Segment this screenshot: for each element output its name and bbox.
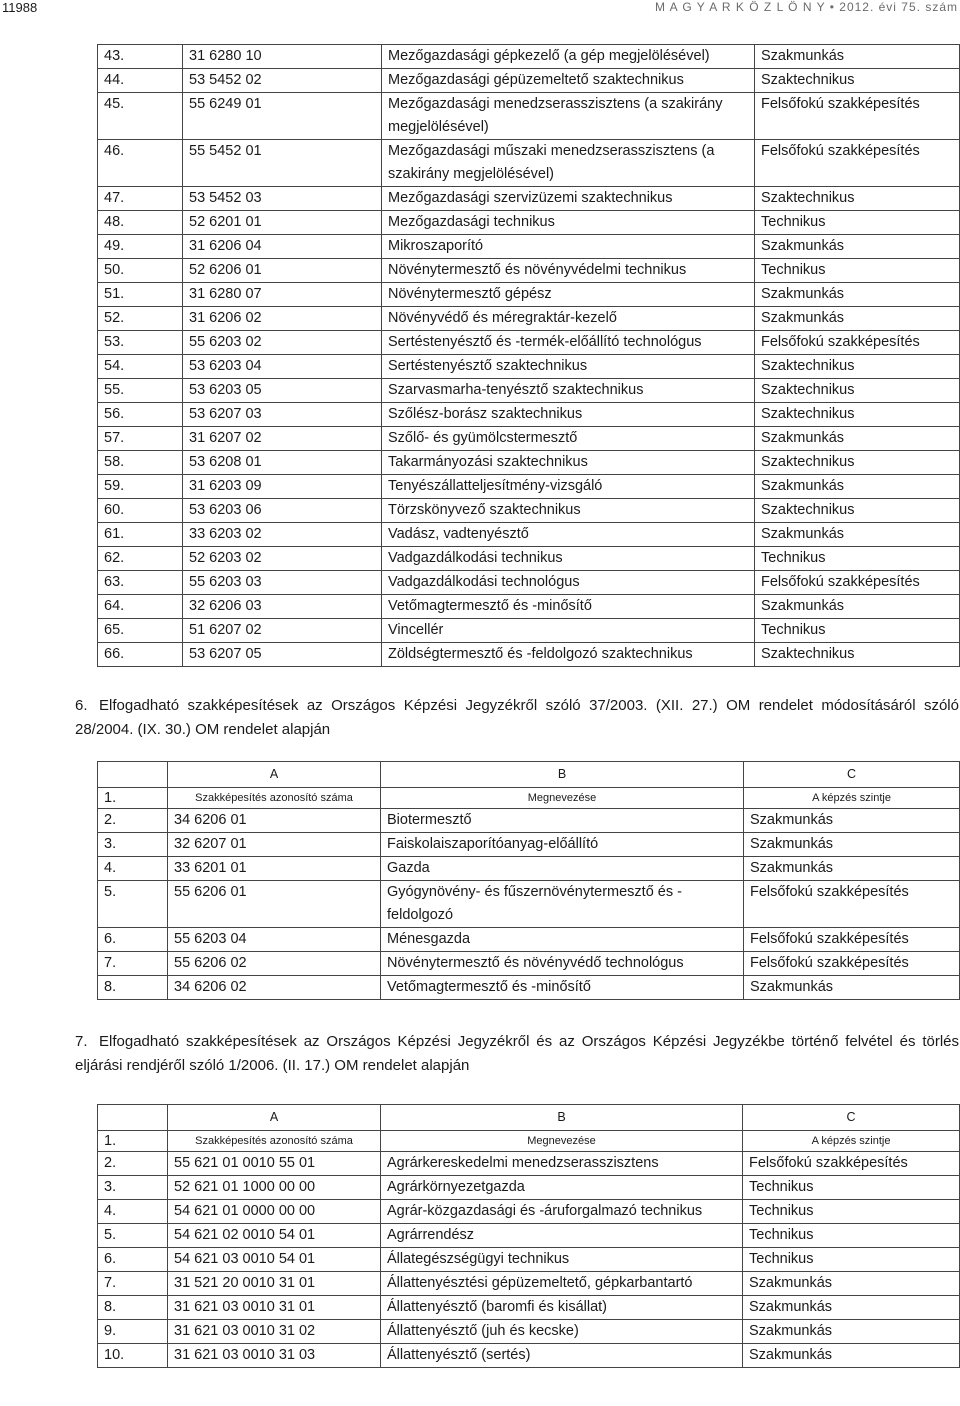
section-7-table bbox=[97, 1104, 960, 1368]
training-level: Technikus bbox=[743, 1248, 960, 1272]
qualification-code: 53 6207 03 bbox=[183, 403, 382, 427]
row-number: 43. bbox=[98, 45, 183, 69]
corner-cell bbox=[98, 1105, 168, 1131]
row-number: 57. bbox=[98, 427, 183, 451]
qualification-code: 55 6206 02 bbox=[168, 952, 381, 976]
qualification-name: Vincellér bbox=[382, 619, 755, 643]
table-row bbox=[98, 69, 960, 93]
training-level: Szakmunkás bbox=[743, 1272, 960, 1296]
qualification-name: Törzskönyvező szaktechnikus bbox=[382, 499, 755, 523]
qualification-code: 52 6201 01 bbox=[183, 211, 382, 235]
training-level: Szakmunkás bbox=[743, 1320, 960, 1344]
training-level: Szakmunkás bbox=[755, 307, 960, 331]
column-letters-row bbox=[98, 1105, 960, 1131]
qualification-name: Agrárkereskedelmi menedzserasszisztens bbox=[381, 1152, 743, 1176]
table-row bbox=[98, 547, 960, 571]
table-row bbox=[98, 379, 960, 403]
table-row bbox=[98, 1248, 960, 1272]
qualification-code: 54 621 03 0010 54 01 bbox=[168, 1248, 381, 1272]
training-level: Felsőfokú szakképesítés bbox=[755, 93, 960, 140]
qualification-name: Szőlész-borász szaktechnikus bbox=[382, 403, 755, 427]
qualification-name: Mezőgazdasági gépkezelő (a gép megjelölésével) bbox=[382, 45, 755, 69]
row-number: 45. bbox=[98, 93, 183, 140]
row-number: 10. bbox=[98, 1344, 168, 1368]
qualification-code: 51 6207 02 bbox=[183, 619, 382, 643]
table-row bbox=[98, 857, 960, 881]
qualification-code: 55 6203 04 bbox=[168, 928, 381, 952]
training-level: Szaktechnikus bbox=[755, 451, 960, 475]
qualification-name: Szőlő- és gyümölcstermesztő bbox=[382, 427, 755, 451]
table-row bbox=[98, 331, 960, 355]
qualification-name: Növénytermesztő és növényvédelmi technikus bbox=[382, 259, 755, 283]
qualification-name: Gazda bbox=[381, 857, 744, 881]
qualification-code: 53 6203 05 bbox=[183, 379, 382, 403]
column-letter: B bbox=[381, 1105, 743, 1131]
training-level: Szaktechnikus bbox=[755, 379, 960, 403]
qualification-code: 31 6206 04 bbox=[183, 235, 382, 259]
table-row bbox=[98, 427, 960, 451]
qualification-code: 31 6280 10 bbox=[183, 45, 382, 69]
qualification-name: Mezőgazdasági technikus bbox=[382, 211, 755, 235]
table-row bbox=[98, 1200, 960, 1224]
training-level: Szakmunkás bbox=[743, 1296, 960, 1320]
corner-cell bbox=[98, 762, 168, 788]
table-row bbox=[98, 1296, 960, 1320]
column-header-row bbox=[98, 788, 960, 809]
header-number: 1. bbox=[98, 788, 168, 809]
qualification-code: 54 621 02 0010 54 01 bbox=[168, 1224, 381, 1248]
row-number: 7. bbox=[98, 952, 168, 976]
qualification-code: 55 6203 03 bbox=[183, 571, 382, 595]
table-row bbox=[98, 928, 960, 952]
section-7-heading bbox=[75, 1030, 959, 1078]
qualification-name: Állattenyésztő (baromfi és kisállat) bbox=[381, 1296, 743, 1320]
training-level: Technikus bbox=[755, 619, 960, 643]
qualification-name: Agrár-közgazdasági és -áruforgalmazó technikus bbox=[381, 1200, 743, 1224]
column-letter: A bbox=[168, 1105, 381, 1131]
row-number: 6. bbox=[98, 928, 168, 952]
training-level: Felsőfokú szakképesítés bbox=[744, 881, 960, 928]
qualification-name: Zöldségtermesztő és -feldolgozó szaktechnikus bbox=[382, 643, 755, 667]
row-number: 48. bbox=[98, 211, 183, 235]
row-number: 44. bbox=[98, 69, 183, 93]
column-header-row bbox=[98, 1131, 960, 1152]
qualification-name: Vetőmagtermesztő és -minősítő bbox=[381, 976, 744, 1000]
row-number: 46. bbox=[98, 140, 183, 187]
table-row bbox=[98, 187, 960, 211]
table-row bbox=[98, 976, 960, 1000]
row-number: 60. bbox=[98, 499, 183, 523]
qualification-name: Növénytermesztő gépész bbox=[382, 283, 755, 307]
row-number: 3. bbox=[98, 833, 168, 857]
qualification-code: 31 621 03 0010 31 03 bbox=[168, 1344, 381, 1368]
header-level: A képzés szintje bbox=[743, 1131, 960, 1152]
training-level: Szakmunkás bbox=[755, 523, 960, 547]
table-row bbox=[98, 1224, 960, 1248]
section-6-heading bbox=[75, 694, 959, 742]
page-header bbox=[0, 0, 960, 18]
qualification-name: Tenyészállatteljesítmény-vizsgáló bbox=[382, 475, 755, 499]
qualification-code: 52 6203 02 bbox=[183, 547, 382, 571]
training-level: Szaktechnikus bbox=[755, 69, 960, 93]
qualification-code: 34 6206 01 bbox=[168, 809, 381, 833]
journal-title: M A G Y A R K Ö Z L Ö N Y • 2012. évi 75. szám bbox=[655, 0, 958, 14]
qualification-code: 53 6203 04 bbox=[183, 355, 382, 379]
row-number: 2. bbox=[98, 1152, 168, 1176]
section-6-table bbox=[97, 761, 960, 1000]
training-level: Felsőfokú szakképesítés bbox=[755, 140, 960, 187]
qualification-name: Szarvasmarha-tenyésztő szaktechnikus bbox=[382, 379, 755, 403]
qualification-code: 31 6207 02 bbox=[183, 427, 382, 451]
qualification-name: Mikroszaporító bbox=[382, 235, 755, 259]
qualification-code: 31 521 20 0010 31 01 bbox=[168, 1272, 381, 1296]
training-level: Technikus bbox=[755, 547, 960, 571]
training-level: Szakmunkás bbox=[755, 475, 960, 499]
table-row bbox=[98, 952, 960, 976]
qualification-name: Állattenyésztő (sertés) bbox=[381, 1344, 743, 1368]
qualification-name: Mezőgazdasági gépüzemeltető szaktechnikus bbox=[382, 69, 755, 93]
qualification-code: 52 621 01 1000 00 00 bbox=[168, 1176, 381, 1200]
header-code: Szakképesítés azonosító száma bbox=[168, 788, 381, 809]
table-row bbox=[98, 140, 960, 187]
qualification-name: Agrárkörnyezetgazda bbox=[381, 1176, 743, 1200]
qualification-code: 31 6203 09 bbox=[183, 475, 382, 499]
header-level: A képzés szintje bbox=[744, 788, 960, 809]
row-number: 5. bbox=[98, 1224, 168, 1248]
qualification-code: 53 6207 05 bbox=[183, 643, 382, 667]
training-level: Szakmunkás bbox=[744, 857, 960, 881]
row-number: 59. bbox=[98, 475, 183, 499]
training-level: Szakmunkás bbox=[755, 283, 960, 307]
qualification-name: Állattenyésztő (juh és kecske) bbox=[381, 1320, 743, 1344]
section-7-title: Elfogadható szakképesítések az Országos Képzési Jegyzékről és az Országos Képzési Jegyzékbe történő felvétel és törlés eljárási rendjéről szóló 1/2006. (II. 17.) OM rendelet alapján bbox=[75, 1033, 959, 1074]
row-number: 56. bbox=[98, 403, 183, 427]
training-level: Technikus bbox=[743, 1176, 960, 1200]
table-row bbox=[98, 451, 960, 475]
qualification-code: 53 6203 06 bbox=[183, 499, 382, 523]
table-row bbox=[98, 523, 960, 547]
training-level: Szaktechnikus bbox=[755, 403, 960, 427]
qualification-code: 53 5452 03 bbox=[183, 187, 382, 211]
qualification-name: Vadgazdálkodási technikus bbox=[382, 547, 755, 571]
training-level: Felsőfokú szakképesítés bbox=[755, 571, 960, 595]
table-row bbox=[98, 833, 960, 857]
table-row bbox=[98, 499, 960, 523]
row-number: 8. bbox=[98, 1296, 168, 1320]
column-letter: C bbox=[744, 762, 960, 788]
training-level: Felsőfokú szakképesítés bbox=[743, 1152, 960, 1176]
column-letter: A bbox=[168, 762, 381, 788]
training-level: Technikus bbox=[755, 259, 960, 283]
table-row bbox=[98, 571, 960, 595]
table-row bbox=[98, 643, 960, 667]
row-number: 53. bbox=[98, 331, 183, 355]
header-code: Szakképesítés azonosító száma bbox=[168, 1131, 381, 1152]
qualification-name: Biotermesztő bbox=[381, 809, 744, 833]
row-number: 65. bbox=[98, 619, 183, 643]
qualification-name: Vadgazdálkodási technológus bbox=[382, 571, 755, 595]
qualification-code: 31 6206 02 bbox=[183, 307, 382, 331]
column-letter: B bbox=[381, 762, 744, 788]
row-number: 4. bbox=[98, 857, 168, 881]
table-row bbox=[98, 1344, 960, 1368]
row-number: 64. bbox=[98, 595, 183, 619]
training-level: Technikus bbox=[743, 1224, 960, 1248]
qualification-name: Növénytermesztő és növényvédő technológus bbox=[381, 952, 744, 976]
training-level: Szakmunkás bbox=[744, 809, 960, 833]
qualification-code: 33 6201 01 bbox=[168, 857, 381, 881]
table-row bbox=[98, 881, 960, 928]
table-row bbox=[98, 259, 960, 283]
row-number: 47. bbox=[98, 187, 183, 211]
qualification-name: Állategészségügyi technikus bbox=[381, 1248, 743, 1272]
header-number: 1. bbox=[98, 1131, 168, 1152]
training-level: Szakmunkás bbox=[755, 595, 960, 619]
table-row bbox=[98, 1320, 960, 1344]
qualification-code: 55 621 01 0010 55 01 bbox=[168, 1152, 381, 1176]
row-number: 63. bbox=[98, 571, 183, 595]
table-row bbox=[98, 809, 960, 833]
qualification-name: Takarmányozási szaktechnikus bbox=[382, 451, 755, 475]
training-level: Szakmunkás bbox=[755, 45, 960, 69]
qualifications-table-continued bbox=[97, 44, 960, 667]
page-number: 11988 bbox=[2, 0, 38, 15]
table-row bbox=[98, 235, 960, 259]
row-number: 6. bbox=[98, 1248, 168, 1272]
training-level: Szaktechnikus bbox=[755, 499, 960, 523]
row-number: 50. bbox=[98, 259, 183, 283]
qualification-name: Növényvédő és méregraktár-kezelő bbox=[382, 307, 755, 331]
section-6-title: Elfogadható szakképesítések az Országos Képzési Jegyzékről szóló 37/2003. (XII. 27.) OM rendelet módosításáról szóló 28/2004. (IX. 30.) OM rendelet alapján bbox=[75, 697, 959, 738]
table-row bbox=[98, 619, 960, 643]
training-level: Szaktechnikus bbox=[755, 187, 960, 211]
row-number: 2. bbox=[98, 809, 168, 833]
table-row bbox=[98, 93, 960, 140]
training-level: Szaktechnikus bbox=[755, 355, 960, 379]
training-level: Szakmunkás bbox=[744, 976, 960, 1000]
qualification-name: Faiskolaiszaporítóanyag-előállító bbox=[381, 833, 744, 857]
row-number: 62. bbox=[98, 547, 183, 571]
row-number: 4. bbox=[98, 1200, 168, 1224]
row-number: 9. bbox=[98, 1320, 168, 1344]
row-number: 58. bbox=[98, 451, 183, 475]
row-number: 3. bbox=[98, 1176, 168, 1200]
section-7-number: 7. bbox=[75, 1033, 88, 1050]
qualification-code: 52 6206 01 bbox=[183, 259, 382, 283]
table-row bbox=[98, 45, 960, 69]
table-row bbox=[98, 475, 960, 499]
table-row bbox=[98, 355, 960, 379]
training-level: Felsőfokú szakképesítés bbox=[744, 928, 960, 952]
qualification-code: 55 6203 02 bbox=[183, 331, 382, 355]
qualification-code: 53 6208 01 bbox=[183, 451, 382, 475]
row-number: 49. bbox=[98, 235, 183, 259]
qualification-code: 55 5452 01 bbox=[183, 140, 382, 187]
table-row bbox=[98, 1152, 960, 1176]
training-level: Szakmunkás bbox=[744, 833, 960, 857]
row-number: 52. bbox=[98, 307, 183, 331]
qualification-name: Állattenyésztési gépüzemeltető, gépkarbantartó bbox=[381, 1272, 743, 1296]
table-row bbox=[98, 1272, 960, 1296]
column-letters-row bbox=[98, 762, 960, 788]
row-number: 7. bbox=[98, 1272, 168, 1296]
training-level: Technikus bbox=[755, 211, 960, 235]
section-6-number: 6. bbox=[75, 697, 88, 714]
table-row bbox=[98, 307, 960, 331]
qualification-code: 31 621 03 0010 31 01 bbox=[168, 1296, 381, 1320]
qualification-code: 32 6206 03 bbox=[183, 595, 382, 619]
qualification-code: 55 6249 01 bbox=[183, 93, 382, 140]
training-level: Felsőfokú szakképesítés bbox=[744, 952, 960, 976]
qualification-code: 53 5452 02 bbox=[183, 69, 382, 93]
training-level: Felsőfokú szakképesítés bbox=[755, 331, 960, 355]
training-level: Szakmunkás bbox=[743, 1344, 960, 1368]
qualification-name: Gyógynövény- és fűszernövénytermesztő és -feldolgozó bbox=[381, 881, 744, 928]
qualification-name: Vetőmagtermesztő és -minősítő bbox=[382, 595, 755, 619]
qualification-code: 55 6206 01 bbox=[168, 881, 381, 928]
table-row bbox=[98, 1176, 960, 1200]
qualification-name: Vadász, vadtenyésztő bbox=[382, 523, 755, 547]
table-row bbox=[98, 211, 960, 235]
qualification-code: 31 6280 07 bbox=[183, 283, 382, 307]
table-row bbox=[98, 595, 960, 619]
qualification-name: Ménesgazda bbox=[381, 928, 744, 952]
training-level: Szakmunkás bbox=[755, 427, 960, 451]
row-number: 5. bbox=[98, 881, 168, 928]
qualification-code: 32 6207 01 bbox=[168, 833, 381, 857]
qualification-name: Mezőgazdasági műszaki menedzserasszisztens (a szakirány megjelölésével) bbox=[382, 140, 755, 187]
row-number: 51. bbox=[98, 283, 183, 307]
column-letter: C bbox=[743, 1105, 960, 1131]
qualification-name: Agrárrendész bbox=[381, 1224, 743, 1248]
qualification-name: Mezőgazdasági szervizüzemi szaktechnikus bbox=[382, 187, 755, 211]
row-number: 8. bbox=[98, 976, 168, 1000]
header-name: Megnevezése bbox=[381, 788, 744, 809]
qualification-name: Sertéstenyésztő szaktechnikus bbox=[382, 355, 755, 379]
row-number: 61. bbox=[98, 523, 183, 547]
header-name: Megnevezése bbox=[381, 1131, 743, 1152]
qualification-code: 34 6206 02 bbox=[168, 976, 381, 1000]
qualification-code: 54 621 01 0000 00 00 bbox=[168, 1200, 381, 1224]
row-number: 54. bbox=[98, 355, 183, 379]
table-row bbox=[98, 403, 960, 427]
qualification-name: Mezőgazdasági menedzserasszisztens (a szakirány megjelölésével) bbox=[382, 93, 755, 140]
qualification-code: 33 6203 02 bbox=[183, 523, 382, 547]
row-number: 66. bbox=[98, 643, 183, 667]
qualification-code: 31 621 03 0010 31 02 bbox=[168, 1320, 381, 1344]
row-number: 55. bbox=[98, 379, 183, 403]
training-level: Szaktechnikus bbox=[755, 643, 960, 667]
table-row bbox=[98, 283, 960, 307]
qualification-name: Sertéstenyésztő és -termék-előállító technológus bbox=[382, 331, 755, 355]
training-level: Technikus bbox=[743, 1200, 960, 1224]
training-level: Szakmunkás bbox=[755, 235, 960, 259]
